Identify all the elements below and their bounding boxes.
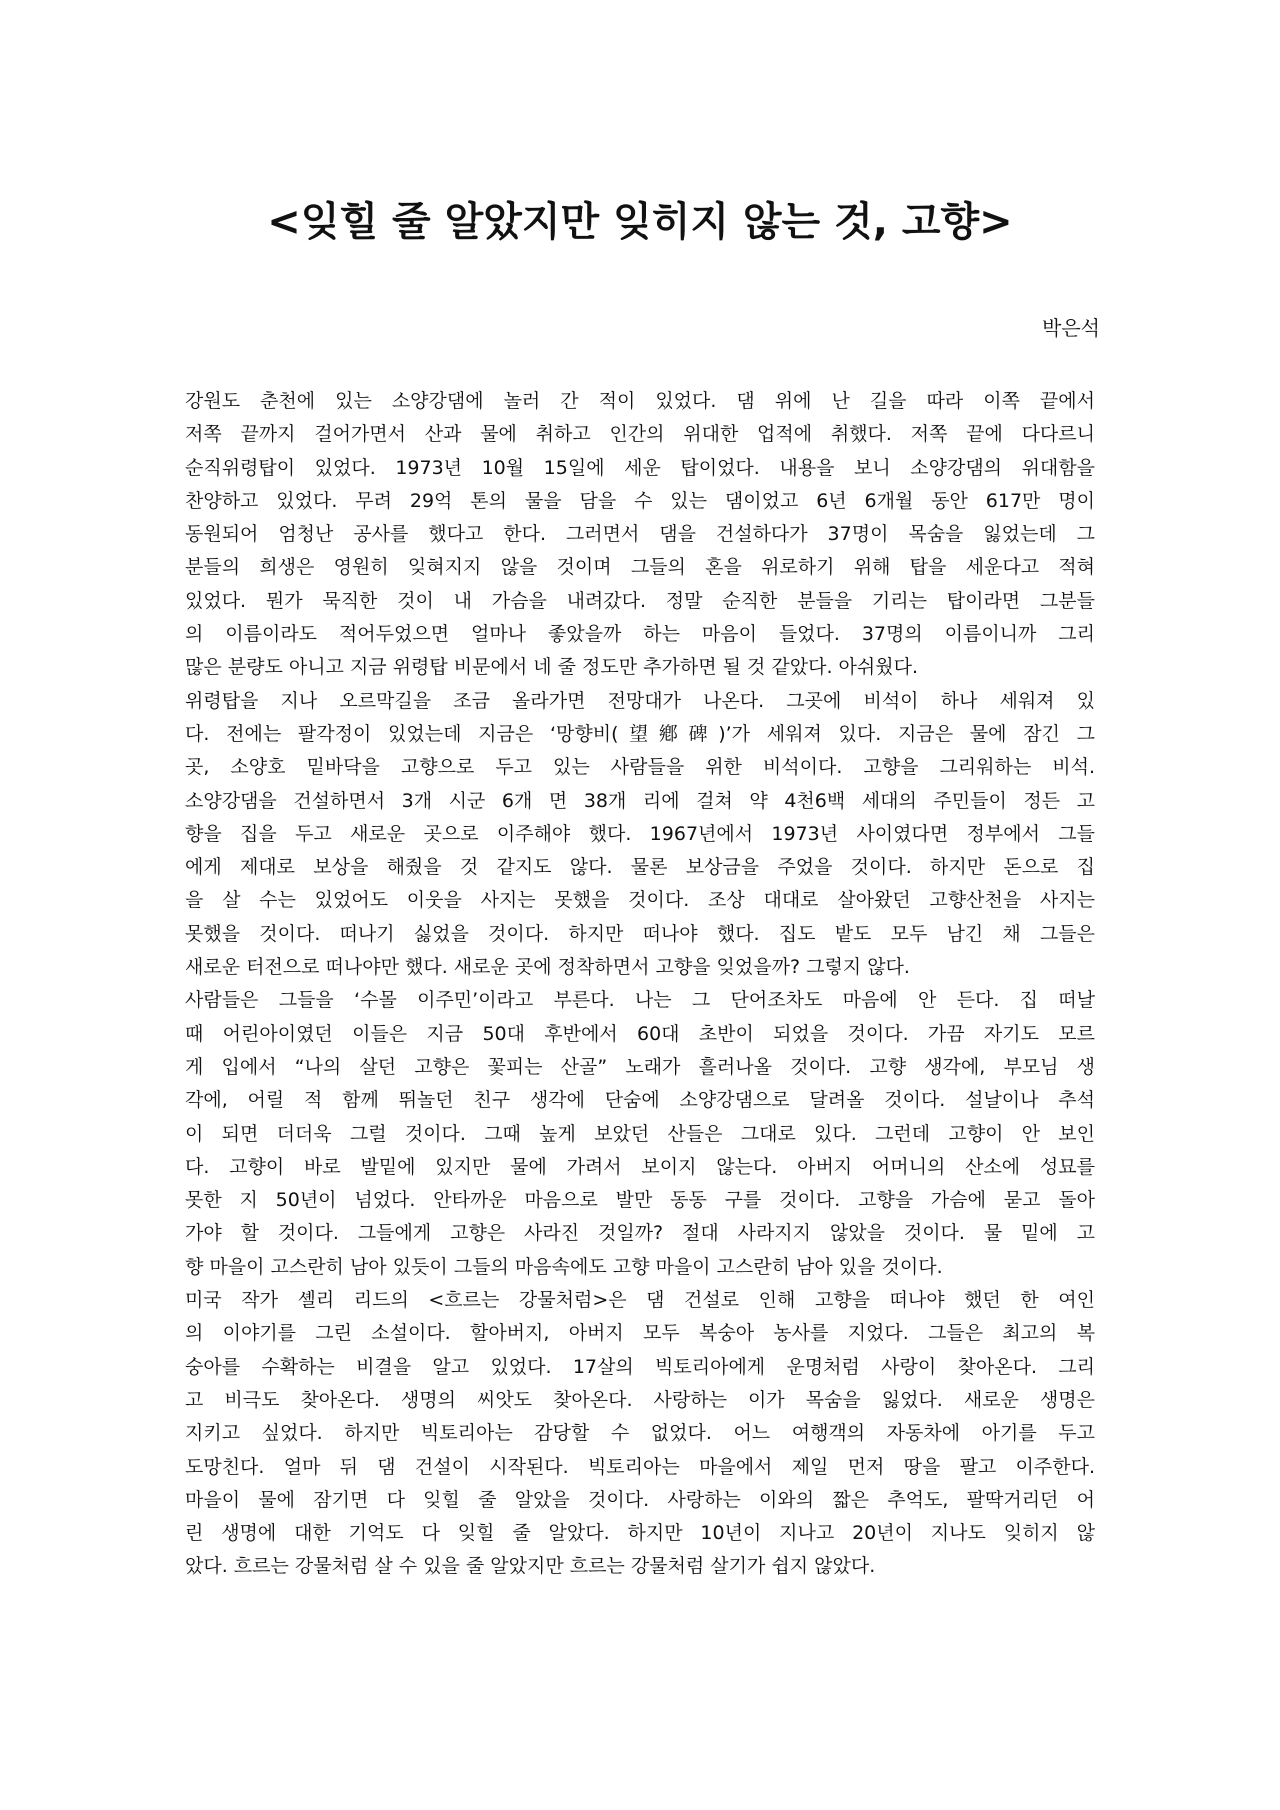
body-line: 저쪽 끝까지 걸어가면서 산과 물에 취하고 인간의 위대한 업적에 취했다. 저쪽 끝에 다다르니 — [185, 423, 1095, 446]
body-line: 위령탑을 지나 오르막길을 조금 올라가면 전망대가 나온다. 그곳에 비석이 하나 세워져 있 — [185, 689, 1095, 712]
body-line: 의 이야기를 그린 소설이다. 할아버지, 아버지 모두 복숭아 농사를 지었다. 그들은 최고의 복 — [185, 1322, 1095, 1345]
body-line: 을 살 수는 있었어도 이웃을 사지는 못했을 것이다. 조상 대대로 살아왔던 고향산천을 사지는 — [185, 889, 1095, 912]
body-line: 새로운 터전으로 떠나야만 했다. 새로운 곳에 정착하면서 고향을 잊었을까? 그렇지 않다. — [185, 956, 910, 979]
body-line: 각에, 어릴 적 함께 뛰놀던 친구 생각에 단숨에 소양강댐으로 달려올 것이다. 설날이나 추석 — [185, 1089, 1095, 1112]
body-line: 못했을 것이다. 떠나기 싫었을 것이다. 하지만 떠나야 했다. 집도 밭도 모두 남긴 채 그들은 — [185, 922, 1095, 945]
body-line: 순직위령탑이 있었다. 1973년 10월 15일에 세운 탑이었다. 내용을 보니 소양강댐의 위대함을 — [185, 456, 1095, 479]
body-line: 고 비극도 찾아온다. 생명의 씨앗도 찾아온다. 사랑하는 이가 목숨을 잃었다. 새로운 생명은 — [185, 1388, 1095, 1411]
body-line: 향을 집을 두고 새로운 곳으로 이주해야 했다. 1967년에서 1973년 사이였다면 정부에서 그들 — [185, 822, 1095, 845]
body-line: 이 되면 더더욱 그럴 것이다. 그때 높게 보았던 산들은 그대로 있다. 그런데 고향이 안 보인 — [185, 1122, 1095, 1145]
body-line: 에게 제대로 보상을 해줬을 것 같지도 않다. 물론 보상금을 주었을 것이다. 하지만 돈으로 집 — [185, 856, 1095, 879]
body-line: 사람들은 그들을 ‘수몰 이주민’이라고 부른다. 나는 그 단어조차도 마음에 안 든다. 집 떠날 — [185, 989, 1095, 1012]
body-line: 있었다. 뭔가 묵직한 것이 내 가슴을 내려갔다. 정말 순직한 분들을 기리는 탑이라면 그분들 — [185, 589, 1095, 612]
body-line: 곳, 소양호 밑바닥을 고향으로 두고 있는 사람들을 위한 비석이다. 고향을 그리워하는 비석. — [185, 756, 1095, 779]
body-line: 숭아를 수확하는 비결을 알고 있었다. 17살의 빅토리아에게 운명처럼 사랑이 찾아온다. 그리 — [185, 1355, 1095, 1378]
body-line: 았다. 흐르는 강물처럼 살 수 있을 줄 알았지만 흐르는 강물처럼 살기가 쉽지 않았다. — [185, 1555, 876, 1578]
body-line: 의 이름이라도 적어두었으면 얼마나 좋았을까 하는 마음이 들었다. 37명의 이름이니까 그리 — [185, 623, 1095, 646]
document-title: <잊힐 줄 알았지만 잊히지 않는 것, 고향> — [267, 199, 1013, 245]
body-line: 찬양하고 있었다. 무려 29억 톤의 물을 담을 수 있는 댐이었고 6년 6개월 동안 617만 명이 — [185, 489, 1095, 512]
body-line: 많은 분량도 아니고 지금 위령탑 비문에서 네 줄 정도만 추가하면 될 것 같았다. 아쉬웠다. — [185, 656, 918, 679]
body-line: 다. 고향이 바로 발밑에 있지만 물에 가려서 보이지 않는다. 아버지 어머니의 산소에 성묘를 — [185, 1155, 1095, 1178]
essay-body — [185, 385, 1095, 1584]
body-line: 강원도 춘천에 있는 소양강댐에 놀러 간 적이 있었다. 댐 위에 난 길을 따라 이쪽 끝에서 — [185, 390, 1095, 412]
body-line: 린 생명에 대한 기억도 다 잊힐 줄 알았다. 하지만 10년이 지나고 20년이 지나도 잊히지 않 — [185, 1522, 1095, 1545]
body-line: 미국 작가 셸리 리드의 <흐르는 강물처럼>은 댐 건설로 인해 고향을 떠나야 했던 한 여인 — [185, 1289, 1095, 1312]
body-line: 소양강댐을 건설하면서 3개 시군 6개 면 38개 리에 걸쳐 약 4천6백 세대의 주민들이 정든 고 — [185, 789, 1095, 812]
body-line: 마을이 물에 잠기면 다 잊힐 줄 알았을 것이다. 사랑하는 이와의 짧은 추억도, 팔딱거리던 어 — [185, 1488, 1095, 1511]
body-line: 가야 할 것이다. 그들에게 고향은 사라진 것일까? 절대 사라지지 않았을 것이다. 물 밑에 고 — [185, 1222, 1095, 1245]
body-line: 못한 지 50년이 넘었다. 안타까운 마음으로 발만 동동 구를 것이다. 고향을 가슴에 묻고 돌아 — [185, 1189, 1095, 1212]
author-name: 박은석 — [1042, 316, 1100, 340]
body-line: 게 입에서 “나의 살던 고향은 꽃피는 산골” 노래가 흘러나올 것이다. 고향 생각에, 부모님 생 — [185, 1055, 1095, 1078]
body-line: 분들의 희생은 영원히 잊혀지지 않을 것이며 그들의 혼을 위로하기 위해 탑을 세운다고 적혀 — [185, 556, 1095, 579]
body-line: 때 어린아이였던 이들은 지금 50대 후반에서 60대 초반이 되었을 것이다. 가끔 자기도 모르 — [185, 1022, 1095, 1045]
body-line: 도망친다. 얼마 뒤 댐 건설이 시작된다. 빅토리아는 마을에서 제일 먼저 땅을 팔고 이주한다. — [185, 1455, 1095, 1478]
body-line: 지키고 싶었다. 하지만 빅토리아는 감당할 수 없었다. 어느 여행객의 자동차에 아기를 두고 — [185, 1422, 1095, 1445]
body-line: 다. 전에는 팔각정이 있었는데 지금은 ‘망향비(望鄕碑)’가 세워져 있다. 지금은 물에 잠긴 그 — [185, 722, 1095, 745]
body-line: 향 마을이 고스란히 남아 있듯이 그들의 마음속에도 고향 마을이 고스란히 남아 있을 것이다. — [185, 1255, 943, 1278]
body-line: 동원되어 엄청난 공사를 했다고 한다. 그러면서 댐을 건설하다가 37명이 목숨을 잃었는데 그 — [185, 523, 1095, 546]
